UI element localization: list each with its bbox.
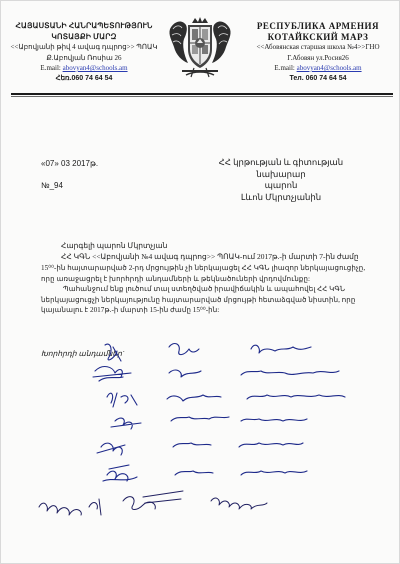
school-address-hy: Ք.Աբովյան Ռոսիա 26 <box>46 53 122 62</box>
handwritten-signature-footer <box>33 477 323 527</box>
addressee-line-3: պարոն <box>264 180 298 190</box>
letterhead-russian <box>239 21 397 84</box>
addressee-line-1: ՀՀ կրթության և գիտության <box>218 157 344 167</box>
salutation <box>61 241 371 262</box>
republic-title-hy: ՀԱՅԱՍՏԱՆԻ ՀԱՆՐԱՊԵՏՈՒԹՅՈՒՆ <box>15 21 153 30</box>
school-address-ru: Г.Абовян ул.Росия26 <box>287 53 349 62</box>
republic-title-ru: РЕСПУБЛИКА АРМЕНИЯ <box>256 21 380 31</box>
letter-date: «07» 03 2017թ. <box>41 159 99 168</box>
letter-body <box>41 263 371 316</box>
body-paragraph-2: Պահանջում ենք լուծում տալ ստեղծված իրավիճակին և ապահովել ՀՀ ԿԳՆ ներկայացուցչի ներկայությունը հայտարարված մրցույթի հետաձգված նիստին, որը կայանալու է 2017թ.-ի մարտի 15-ին ժամը 15⁰⁰-ին: <box>41 285 356 314</box>
signature-label: Խորհրդի անդամներ` <box>41 349 125 358</box>
email-label-ru: E.mail: <box>274 64 295 72</box>
phone-hy: Հեռ.060 74 64 54 <box>55 74 113 82</box>
email-link-hy[interactable]: abovyan4@schools.am <box>62 64 128 72</box>
addressee-line-4: Լևոն Մկրտչյանին <box>240 191 322 202</box>
school-name-hy: <<Աբովյանի թիվ 4 ավագ դպրոց>> ՊՈԱԿ <box>10 43 158 51</box>
region-title-hy: ԿՈՏԱՅՔԻ ՄԱՐԶ <box>51 31 117 41</box>
salutation-greeting: Հարգելի պարոն Մկրտչյան <box>61 241 168 250</box>
email-link-ru[interactable]: abovyan4@schools.am <box>296 64 362 72</box>
addressee-line-2: նախարար <box>256 168 306 179</box>
email-label-hy: E.mail: <box>40 64 61 72</box>
letterhead-divider-thin <box>11 96 393 97</box>
letterhead-armenian <box>5 21 163 84</box>
letterhead <box>1 1 400 96</box>
school-name-ru: <<Абовянская старшая школа №4>>ГНО <box>256 43 380 51</box>
region-title-ru: КОТАЙКСКИЙ МАРЗ <box>267 31 369 42</box>
email-row-hy <box>5 63 163 74</box>
salutation-intro: ՀՀ ԿԳՆ <<Աբովյանի №4 ավագ դպրոց>> ՊՈԱԿ-ում 2017թ.-ի մարտի 7-ին ժամը <box>61 251 359 261</box>
email-row-ru <box>239 63 397 74</box>
body-paragraph-1: 15⁰⁰-ին հայտարարված 2-րդ մրցույթին չի ներկայացել ՀՀ ԿԳՆ լիազոր ներկայացուցիչը, որը առաջացրել է խորհրդի անդամների և թեկնածուների վրդովմունքը: <box>41 264 366 283</box>
letterhead-divider <box>11 93 393 95</box>
addressee-block <box>206 157 356 203</box>
armenia-coat-of-arms-icon <box>164 15 236 79</box>
phone-ru: Тел. 060 74 64 54 <box>289 74 347 82</box>
letter-number: №_94 <box>41 181 63 190</box>
